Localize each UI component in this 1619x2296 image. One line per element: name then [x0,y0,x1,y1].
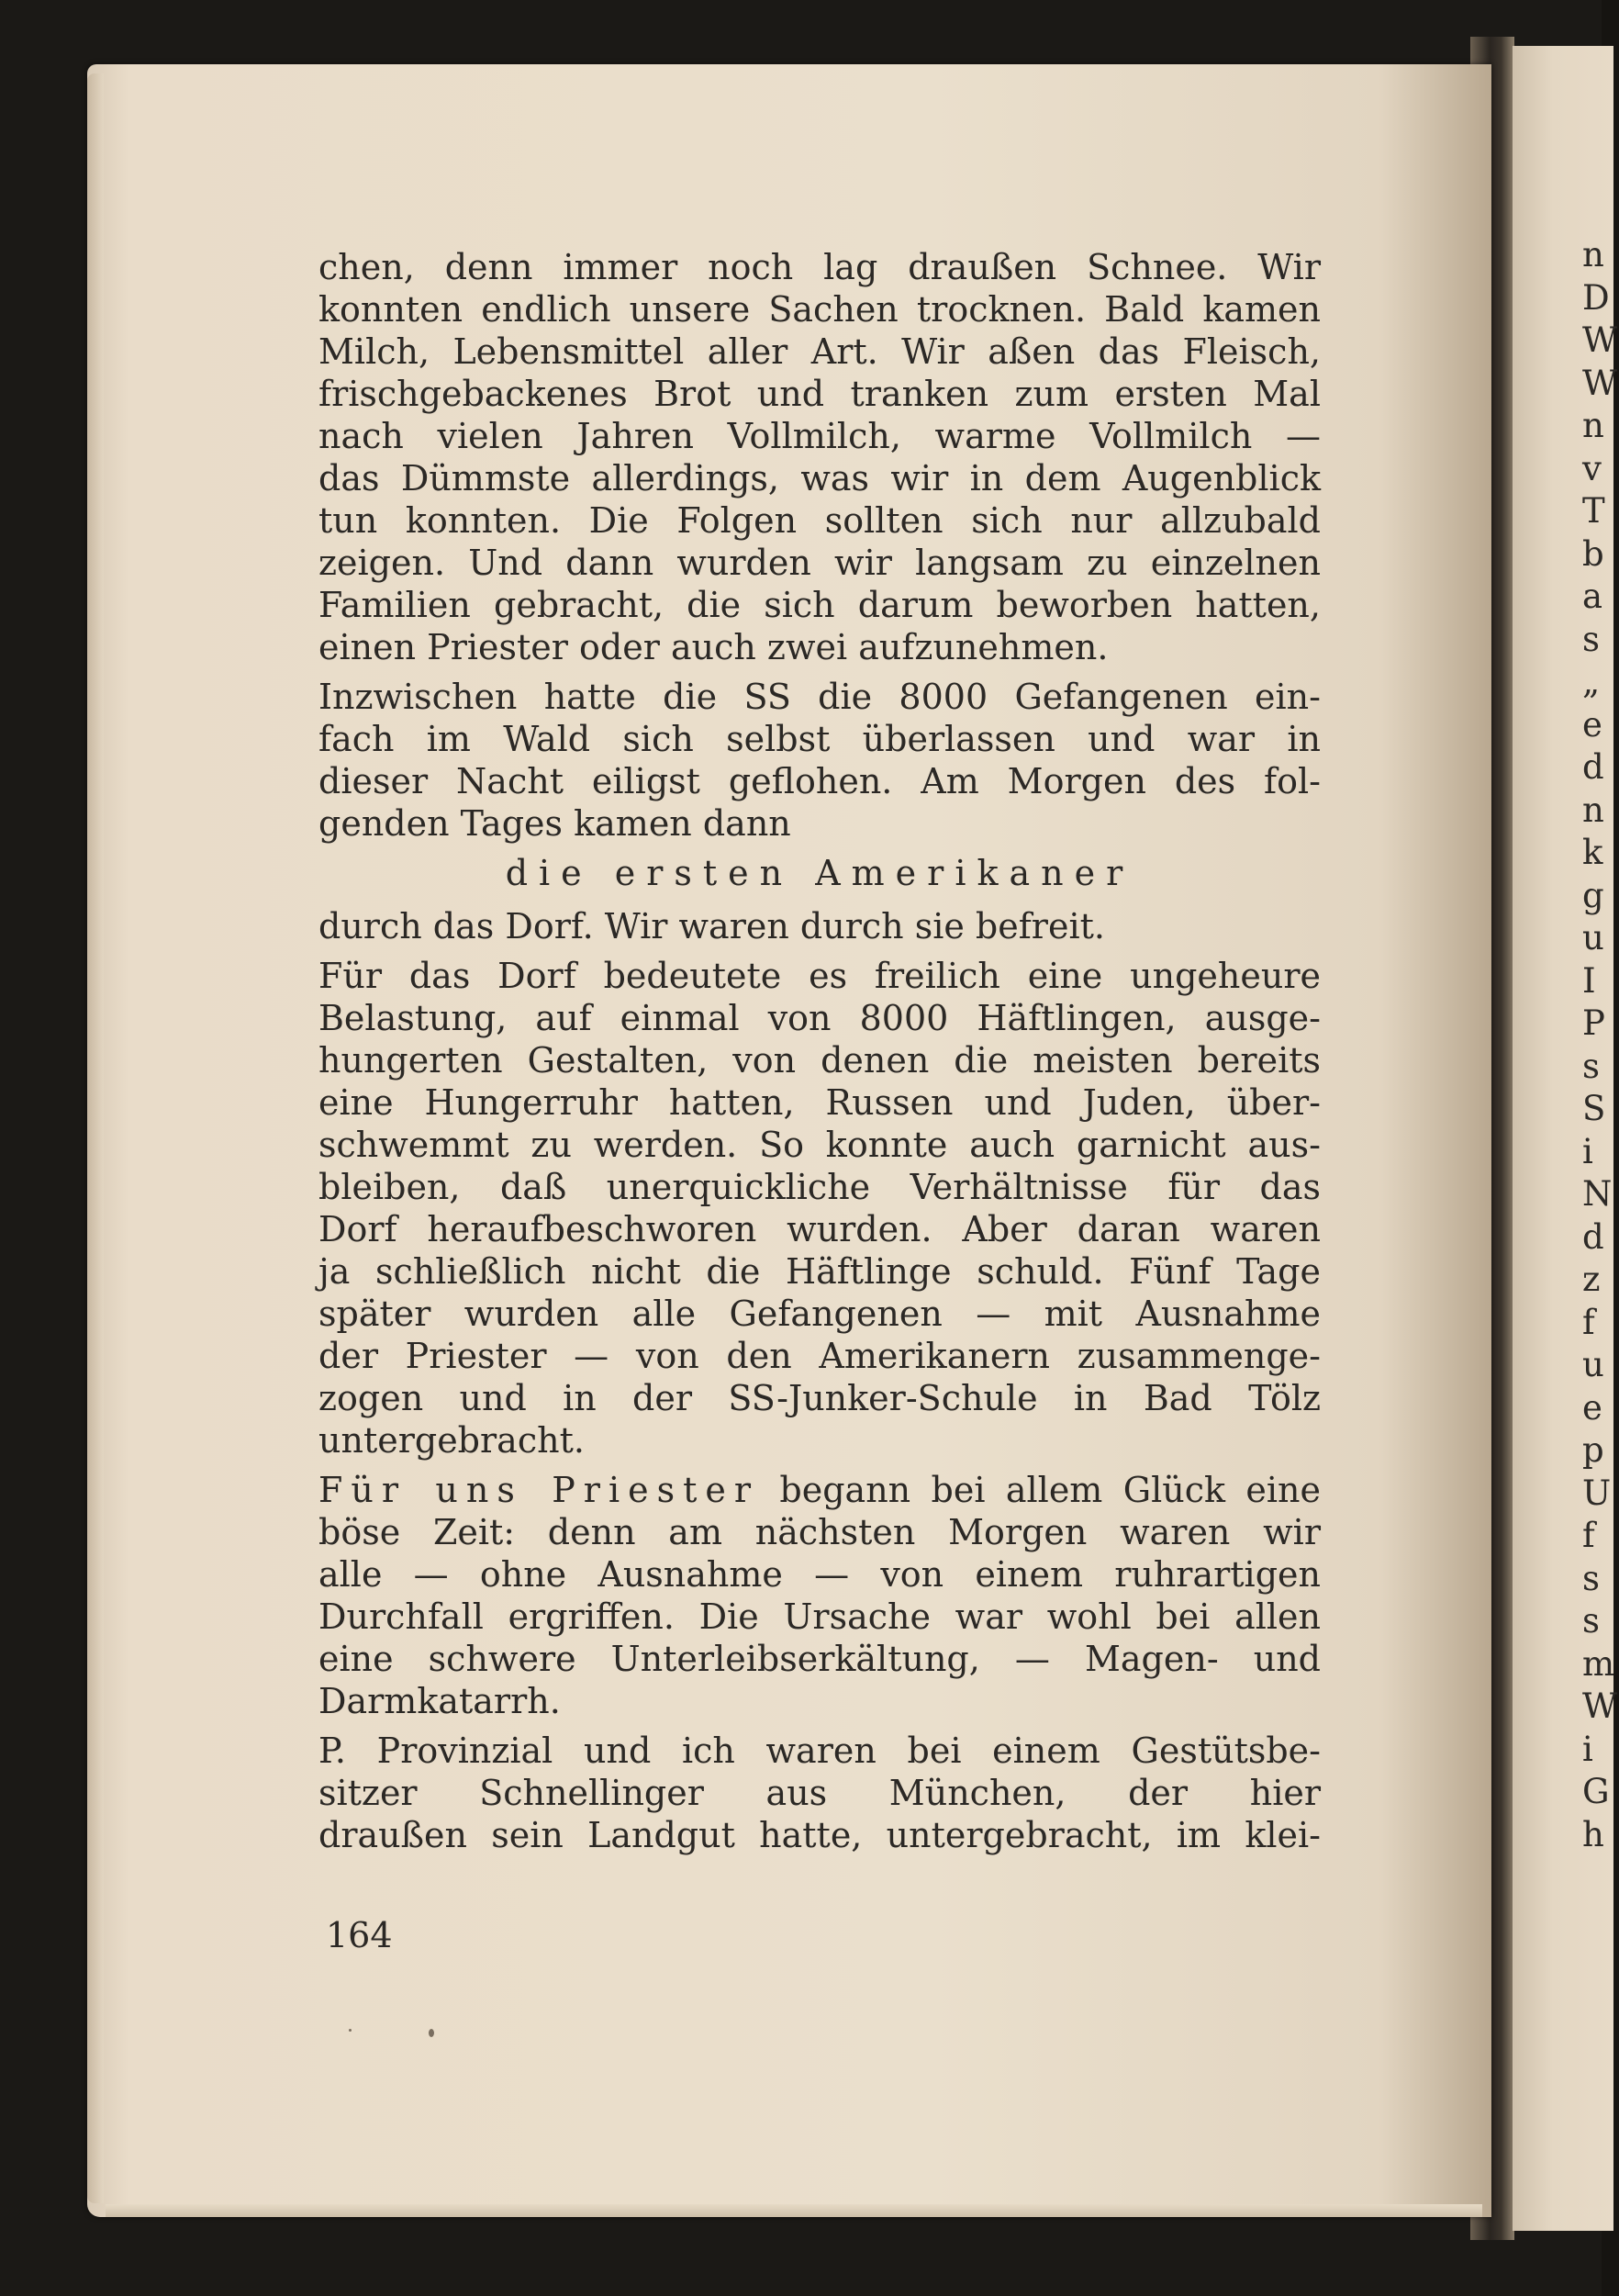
paragraph-1 [318,246,1321,668]
text-line: konnten endlich unsere Sachen trocknen. Bald kamen [318,289,1321,330]
right-page-letter: b [1582,533,1604,574]
text-line: fach im Wald sich selbst überlassen und war in [318,719,1321,759]
right-page-letter: h [1582,1814,1604,1854]
right-page-letter: k [1582,833,1603,872]
text-line: Familien gebracht, die sich darum beworben hatten, [318,585,1321,625]
right-page-letter: m [1582,1643,1615,1684]
right-page-letter: W [1582,1686,1618,1726]
text-line: tun konnten. Die Folgen sollten sich nur allzubald [318,500,1321,541]
right-page-letter: s [1582,619,1600,659]
right-page-letter: G [1582,1772,1610,1811]
text-line: zogen und in der SS-Junker-Schule in Bad Tölz [318,1378,1321,1418]
right-page-letter: a [1582,577,1603,616]
paper-speck [349,2029,352,2032]
page-bottom-edge [106,2204,1482,2217]
paragraph-5 [318,1469,1321,1722]
right-page-letter: s [1582,1558,1600,1598]
text-line: bleiben, daß unerquickliche Verhältnisse für das [318,1167,1321,1207]
text-line: frischgebackenes Brot und tranken zum ersten Mal [318,374,1321,414]
text-line: nach vielen Jahren Vollmilch, warme Vollmilch — [318,416,1321,456]
text-line: ja schließlich nicht die Häftlinge schuld. Fünf Tage [318,1251,1321,1292]
text-line: untergebracht. [318,1420,585,1461]
right-page-letter: f [1582,1516,1595,1555]
spaced-heading: die ersten Amerikaner [505,853,1134,893]
right-page-letter: U [1582,1473,1612,1513]
right-page-letter: i [1582,1729,1593,1769]
page-stack-edge [87,73,104,2203]
right-page-letter: i [1582,1131,1593,1171]
text-line: Milch, Lebensmittel aller Art. Wir aßen das Fleisch, [318,331,1321,372]
paper-speck [429,2029,434,2037]
text-line: dieser Nacht eiligst geflohen. Am Morgen des fol- [318,761,1321,801]
right-page-letter: D [1582,277,1610,318]
text-line: Für das Dorf bedeutete es freilich eine ungeheure [318,956,1321,996]
right-page-letter: n [1582,790,1604,830]
text-line: Durchfall ergriffen. Die Ursache war wohl bei allen [318,1596,1321,1637]
text-line: schwemmt zu werden. So konnte auch garnicht aus- [318,1125,1321,1165]
text-fragment: begann bei allem Glück eine [759,1470,1321,1510]
right-page-letter: S [1582,1089,1606,1128]
right-page-letter: I [1582,960,1596,1001]
right-page-letter: n [1582,235,1604,274]
text-line: alle — ohne Ausnahme — von einem ruhrartigen [318,1554,1321,1595]
right-page-letter: g [1582,875,1604,915]
text-line: hungerten Gestalten, von denen die meisten bereits [318,1040,1321,1081]
text-line: einen Priester oder auch zwei aufzunehmen. [318,627,1109,667]
right-page-letter: p [1582,1430,1604,1470]
right-page-letter: W [1582,320,1618,360]
body-text [318,246,1321,1864]
right-page-letter: z [1582,1260,1601,1299]
right-page-letter: P [1582,1003,1605,1043]
paragraph-6 [318,1730,1321,1856]
right-page-text-fragments [1582,234,1619,1856]
text-line: genden Tages kamen dann [318,803,791,844]
right-page-letter: u [1582,918,1604,958]
text-line: böse Zeit: denn am nächsten Morgen waren wir [318,1512,1321,1552]
text-line: sitzer Schnellinger aus München, der hier [318,1773,1321,1813]
right-page-letter: s [1582,1601,1600,1641]
right-page-letter: W [1582,363,1618,403]
paragraph-4 [318,955,1321,1462]
text-line: chen, denn immer noch lag draußen Schnee. Wir [318,247,1321,287]
text-line: eine Hungerruhr hatten, Russen und Juden, über- [318,1082,1321,1123]
right-page-letter: T [1582,491,1605,531]
text-line [318,1469,1321,1511]
right-page-letter: u [1582,1345,1604,1384]
text-line: eine schwere Unterleibserkältung, — Magen- und [318,1639,1321,1679]
text-line: Inzwischen hatte die SS die 8000 Gefangenen ein- [318,677,1321,717]
text-line: der Priester — von den Amerikanern zusammenge- [318,1336,1321,1376]
right-page-letter: e [1582,1387,1602,1428]
text-line: draußen sein Landgut hatte, untergebracht, im klei- [318,1815,1321,1855]
text-line: Belastung, auf einmal von 8000 Häftlingen, ausge- [318,998,1321,1038]
right-page-letter: „ [1582,662,1601,701]
right-page-letter: s [1582,1046,1600,1086]
text-line: P. Provinzial und ich waren bei einem Gestütsbe- [318,1730,1321,1771]
spaced-emphasis: Für uns Priester [318,1470,760,1510]
paragraph-3 [318,905,1321,947]
text-line: durch das Dorf. Wir waren durch sie befreit. [318,906,1105,946]
text-line: Dorf heraufbeschworen wurden. Aber daran waren [318,1209,1321,1249]
right-page-letter: f [1582,1302,1595,1342]
text-line: später wurden alle Gefangenen — mit Ausnahme [318,1294,1321,1334]
page-number: 164 [326,1915,393,1955]
text-line: Darmkatarrh. [318,1681,561,1721]
paragraph-2 [318,676,1321,845]
right-page-letter: v [1582,448,1602,488]
right-page-letter: N [1582,1174,1613,1214]
right-page-letter: d [1582,1216,1604,1257]
right-page-letter: n [1582,406,1604,445]
right-page-letter: d [1582,747,1604,787]
text-line: das Dümmste allerdings, was wir in dem Augenblick [318,458,1321,498]
right-page-letter: e [1582,704,1602,745]
text-line: zeigen. Und dann wurden wir langsam zu einzelnen [318,543,1321,583]
